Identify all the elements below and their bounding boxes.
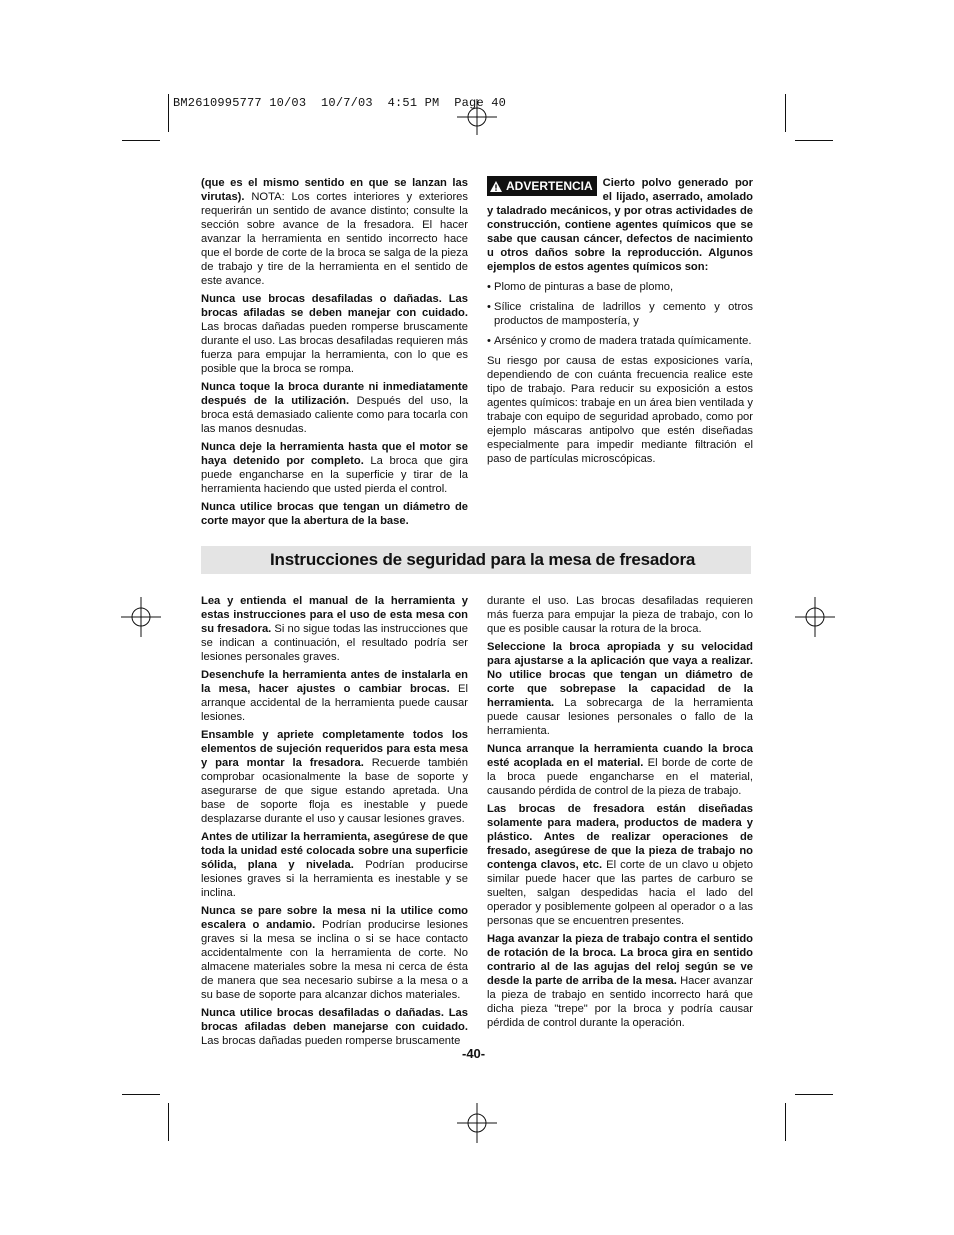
warning-badge	[487, 176, 597, 196]
paragraph	[487, 802, 753, 928]
warning-label: ADVERTENCIA	[506, 179, 593, 193]
list-item: • Plomo de pinturas a base de plomo,	[487, 280, 753, 294]
paragraph	[201, 668, 468, 724]
paragraph	[201, 728, 468, 826]
paragraph	[201, 904, 468, 1002]
paragraph	[201, 830, 468, 900]
crop-mark	[168, 94, 169, 132]
bold-text: Antes de utilizar la herramienta, asegúrese de que toda la unidad esté colocada sobre una superficie sólida, plana y nivelada.	[201, 831, 468, 871]
paragraph	[487, 932, 753, 1030]
body-text: El corte de un clavo u objeto similar puede hacer que las partes de carburo se suelten, salgan despedidas hacia el lado del operador y posiblemente golpeen al operador o a las personas que se encuentren presentes.	[487, 859, 753, 927]
paragraph	[201, 594, 468, 664]
body-text: La sobrecarga de la herramienta puede causar lesiones personales o fallo de la herramienta.	[487, 697, 753, 737]
paragraph	[201, 176, 468, 288]
section-title: Instrucciones de seguridad para la mesa de fresadora	[201, 546, 751, 574]
bold-text: Nunca utilice brocas desafiladas o dañadas. Las brocas afiladas deben manejarse con cuidado.	[201, 1007, 468, 1033]
bold-text: Nunca use brocas desafiladas o dañadas. Las brocas afiladas se deben manejar con cuidado.	[201, 293, 468, 319]
crop-mark	[785, 94, 786, 132]
bold-text: Nunca arranque la herramienta cuando la broca esté acoplada en el material.	[487, 743, 753, 769]
paragraph: durante el uso. Las brocas desafiladas requieren más fuerza para empujar la pieza de trabajo, con lo que es posible causar la rotura de la broca.	[487, 595, 753, 635]
registration-mark-top	[457, 97, 497, 137]
registration-mark-left	[121, 597, 161, 637]
left-column-bottom	[201, 594, 468, 1052]
body-text: Las brocas dañadas pueden romperse bruscamente	[201, 1035, 461, 1047]
body-text: Las brocas dañadas pueden romperse bruscamente durante el uso. Las brocas desafiladas requieren más fuerza para empujar la herramienta, con lo que es posible que la broca se rompa.	[201, 321, 468, 375]
chemical-list	[487, 280, 753, 348]
crop-mark	[122, 1094, 160, 1095]
crop-mark	[795, 140, 833, 141]
paragraph	[201, 440, 468, 496]
paragraph	[487, 640, 753, 738]
right-column-bottom	[487, 594, 753, 1034]
crop-mark	[785, 1103, 786, 1141]
list-item: • Sílice cristalina de ladrillos y cemento y otros productos de mampostería, y	[487, 300, 753, 328]
paragraph	[201, 292, 468, 376]
bold-text: Nunca deje la herramienta hasta que el motor se haya detenido por completo.	[201, 441, 468, 467]
registration-mark-right	[795, 597, 835, 637]
right-column-top	[487, 176, 753, 470]
page-number: -40-	[462, 1046, 486, 1061]
body-text: La broca que gira puede engancharse en la superficie y tirar de la herramienta haciendo que usted pierda el control.	[201, 455, 469, 495]
crop-mark	[168, 1103, 169, 1141]
body-text: Podrían producirse lesiones graves si la herramienta es inestable y se inclina.	[201, 859, 468, 899]
warning-triangle-icon	[490, 181, 502, 192]
list-item: • Arsénico y cromo de madera tratada químicamente.	[487, 334, 753, 348]
bold-text: Haga avanzar la pieza de trabajo contra el sentido de rotación de la broca. La broca gira en sentido contrario al de las agujas del reloj según se ve desde la parte de arriba de la mesa.	[487, 933, 753, 987]
body-text: Si no sigue todas las instrucciones que se indican a continuación, el resultado podría ser lesiones personales graves.	[201, 623, 468, 663]
paragraph	[201, 1006, 468, 1048]
risk-paragraph: Su riesgo por causa de estas exposiciones varía, dependiendo de con cuánta frecuencia realice este tipo de trabajo. Para reducir su exposición a estos agentes químicos: trabaje en un área bien ventilada y trabaje con equipo de seguridad aprobado, como por ejemplo máscaras antipolvo que estén diseñadas especialmente para impedir mediante filtración el paso de partículas microscópicas.	[487, 355, 753, 465]
body-text: El borde de corte de la broca puede engancharse en el material, causando pérdida de control de la pieza de trabajo.	[487, 757, 753, 797]
body-text: El arranque accidental de la herramienta puede causar lesiones.	[201, 683, 468, 723]
body-text: Recuerde también comprobar ocasionalmente la base de soporte y asegurarse de que sigue estando apretada. Una base de soporte floja es inestable y puede desplazarse durante el uso y causar lesiones graves.	[201, 757, 468, 825]
crop-mark	[795, 1094, 833, 1095]
warning-paragraph	[487, 176, 753, 274]
paragraph	[201, 500, 468, 528]
left-column-top	[201, 176, 468, 532]
bold-text: Nunca utilice brocas que tengan un diámetro de corte mayor que la abertura de la base.	[201, 501, 468, 527]
paragraph	[487, 742, 753, 798]
registration-mark-bottom	[457, 1103, 497, 1143]
bold-text: Nunca toque la broca durante ni inmediatamente después de la utilización.	[201, 381, 468, 407]
warning-text: Cierto polvo generado por el lijado, aserrado, amolado y taladrado mecánicos, y por otras actividades de construcción, contiene agentes químicos que se sabe que causan cáncer, defectos de nacimiento u otros daños sobre la reproducción. Algunos ejemplos de estos agentes químicos son:	[487, 177, 753, 273]
bold-text: Seleccione la broca apropiada y su velocidad para ajustarse a la aplicación que vaya a realizar. No utilice brocas que tengan un diámetro de corte que sobrepase la capacidad de la herramienta.	[487, 641, 753, 709]
print-slug: BM2610995777 10/03 10/7/03 4:51 PM Page 40	[173, 96, 507, 110]
body-text: Podrían producirse lesiones graves si la mesa se inclina o si se hace contacto accidentalmente con la herramienta de corte. No almacene materiales sobre la mesa ni cerca de ésta de manera que sea necesario subirse a la mesa o a su base de soporte para alcanzar dichos materiales.	[201, 919, 468, 1001]
bold-text: Ensamble y apriete completamente todos los elementos de sujeción requeridos para esta mesa y para montar la fresadora.	[201, 729, 468, 769]
bold-text: (que es el mismo sentido en que se lanzan las virutas).	[201, 177, 468, 203]
crop-mark	[122, 140, 160, 141]
bold-text: Las brocas de fresadora están diseñadas solamente para madera, productos de madera y plástico. Antes de realizar operaciones de fresado, asegúrese de que la pieza de trabajo no contenga clavos, etc.	[487, 803, 753, 871]
bold-text: Lea y entienda el manual de la herramienta y estas instrucciones para el uso de esta mesa con su fresadora.	[201, 595, 468, 635]
body-text: NOTA: Los cortes interiores y exteriores requerirán un sentido de avance distinto; consulte la sección sobre avance de la fresadora. El hacer avanzar la herramienta en sentido incorrecto hace que el borde de corte de la broca se salga de la pieza de trabajo y tire de la herramienta en el sentido de este avance.	[201, 191, 468, 287]
body-text: Hacer avanzar la pieza de trabajo en sentido incorrecto hará que dicha pieza "trepe" por la broca y podría causar pérdida de control durante la operación.	[487, 975, 753, 1029]
bold-text: Nunca se pare sobre la mesa ni la utilice como escalera o andamio.	[201, 905, 468, 931]
bold-text: Desenchufe la herramienta antes de instalarla en la mesa, hacer ajustes o cambiar brocas.	[201, 669, 468, 695]
paragraph	[201, 380, 468, 436]
body-text: Después del uso, la broca está demasiado caliente como para tocarla con las manos desnudas.	[201, 395, 469, 435]
